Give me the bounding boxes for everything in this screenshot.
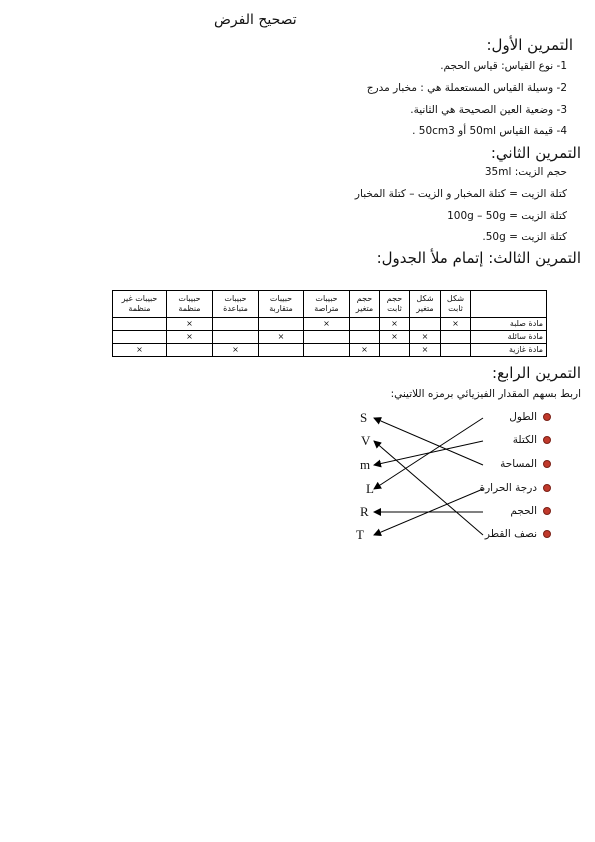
table-cell: × <box>167 318 213 331</box>
header-cell: شكل ثابت <box>441 291 471 318</box>
table-cell: × <box>304 318 350 331</box>
ex2-heading: التمرين الثاني: <box>490 144 581 162</box>
row-label: مادة صلبة <box>471 318 547 331</box>
table-cell: × <box>441 318 471 331</box>
row-label: مادة غازية <box>471 344 547 357</box>
ex1-line-1: 1- نوع القياس: قياس الحجم. <box>440 60 567 72</box>
symbol-label: m <box>360 457 371 472</box>
header-cell: حبيبات غير منظمة <box>113 291 167 318</box>
ex1-line-2: 2- وسيلة القياس المستعملة هي : مخبار مدرج <box>366 82 567 94</box>
table-cell: × <box>113 344 167 357</box>
table-cell: × <box>167 331 213 344</box>
header-cell: حبيبات متباعدة <box>213 291 259 318</box>
quantity-label: الطول <box>509 411 537 423</box>
symbol-label: L <box>366 481 374 496</box>
ex3-heading: التمرين الثالث: إتمام ملأ الجدول: <box>376 249 581 267</box>
link-arrow <box>374 441 483 465</box>
quantity-label: الكتلة <box>512 434 537 446</box>
page-title: تصحيح الفرض <box>214 12 297 28</box>
row-label: مادة سائلة <box>471 331 547 344</box>
ex2-line-3: كتلة الزيت = 100g – 50g <box>447 210 567 222</box>
ex4-instruction: اربط بسهم المقدار الفيزيائي برمزه اللاتيني: <box>390 388 581 400</box>
header-cell: حبيبات منظمة <box>167 291 213 318</box>
quantity-label: درجة الحرارة <box>479 482 537 494</box>
ex1-heading: التمرين الأول: <box>486 36 573 54</box>
quantity-label: الحجم <box>510 505 537 517</box>
header-cell: شكل متغير <box>410 291 441 318</box>
header-cell: حجم متغير <box>350 291 380 318</box>
quantity-label: نصف القطر <box>484 528 537 540</box>
symbol-label: R <box>360 504 369 519</box>
header-cell: حبيبات متراصة <box>304 291 350 318</box>
link-arrow <box>374 441 483 535</box>
table-cell: × <box>259 331 304 344</box>
quantity-label: المساحة <box>500 458 537 470</box>
table-cell: × <box>410 344 441 357</box>
table-cell: × <box>213 344 259 357</box>
table-cell: × <box>380 331 410 344</box>
symbol-label: S <box>360 410 368 425</box>
ex2-line-2: كتلة الزيت = كتلة المخبار و الزيت – كتلة المخبار <box>354 188 567 200</box>
ex2-line-4: كتلة الزيت = 50g. <box>482 231 567 243</box>
table-cell: × <box>410 331 441 344</box>
ex4-heading: التمرين الرابع: <box>492 364 581 382</box>
header-cell: حبيبات متقاربة <box>259 291 304 318</box>
header-cell: حجم ثابت <box>380 291 410 318</box>
arrow-group <box>374 418 483 535</box>
ex1-line-3: 3- وضعية العين الصحيحة هي الثانية. <box>410 104 567 116</box>
table-cell: × <box>350 344 380 357</box>
ex1-line-4: 4- قيمة القياس 50ml أو 50cm3 . <box>412 125 567 137</box>
table-cell: × <box>380 318 410 331</box>
symbol-label: T <box>356 527 364 542</box>
ex2-line-1: حجم الزيت: 35ml <box>484 166 567 178</box>
link-arrow <box>374 418 483 465</box>
symbol-label: V <box>361 433 371 448</box>
